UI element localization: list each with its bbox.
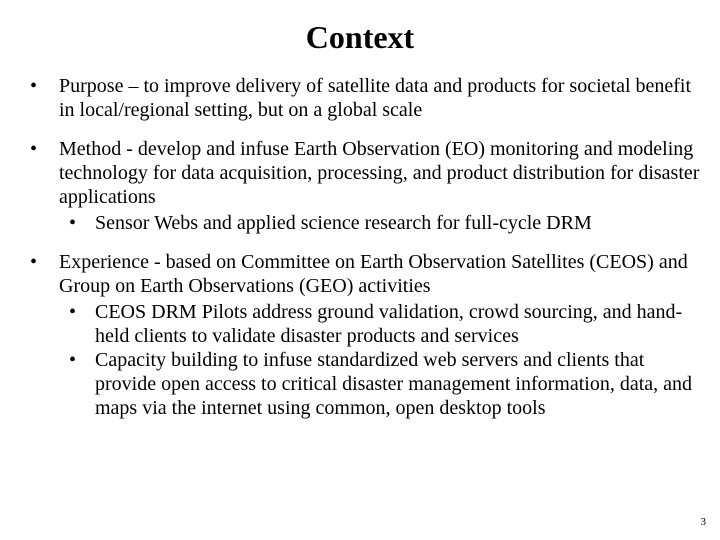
sub-bullet-capacity-building [59,348,704,420]
sub-bullet-dot-icon: • [69,212,77,234]
sub-bullet-dot-icon: • [69,349,77,371]
bullet-text: Experience - based on Committee on Earth Observation Satellites (CEOS) and Group on Earth Observations (GEO) activities [59,251,688,297]
bullet-experience [0,250,720,420]
slide-title: Context [305,19,415,55]
bullet-purpose [0,74,720,122]
bullet-dot-icon: • [30,138,38,160]
page-number: 3 [700,516,706,528]
bullet-text: Method - develop and infuse Earth Observation (EO) monitoring and modeling technology for data acquisition, processing, and product distribution for disaster applications [59,138,700,208]
sub-bullet-list [59,211,704,235]
sub-bullet-dot-icon: • [69,301,77,323]
sub-bullet-sensor-webs [59,211,704,235]
bullet-method [0,137,720,235]
sub-bullet-text: Sensor Webs and applied science research for full-cycle DRM [95,212,592,234]
sub-bullet-text: Capacity building to infuse standardized web servers and clients that provide open access to critical disaster management information, data, and maps via the internet using common, open desktop tools [95,349,693,419]
bullet-dot-icon: • [30,251,38,273]
bullet-text: Purpose – to improve delivery of satellite data and products for societal benefit in local/regional setting, but on a global scale [59,75,692,121]
sub-bullet-list [59,300,704,420]
sub-bullet-ceos-pilots [59,300,704,348]
bullet-list [0,74,720,435]
bullet-dot-icon: • [30,75,38,97]
sub-bullet-text: CEOS DRM Pilots address ground validation, crowd sourcing, and hand-held clients to validate disaster products and services [95,301,683,347]
